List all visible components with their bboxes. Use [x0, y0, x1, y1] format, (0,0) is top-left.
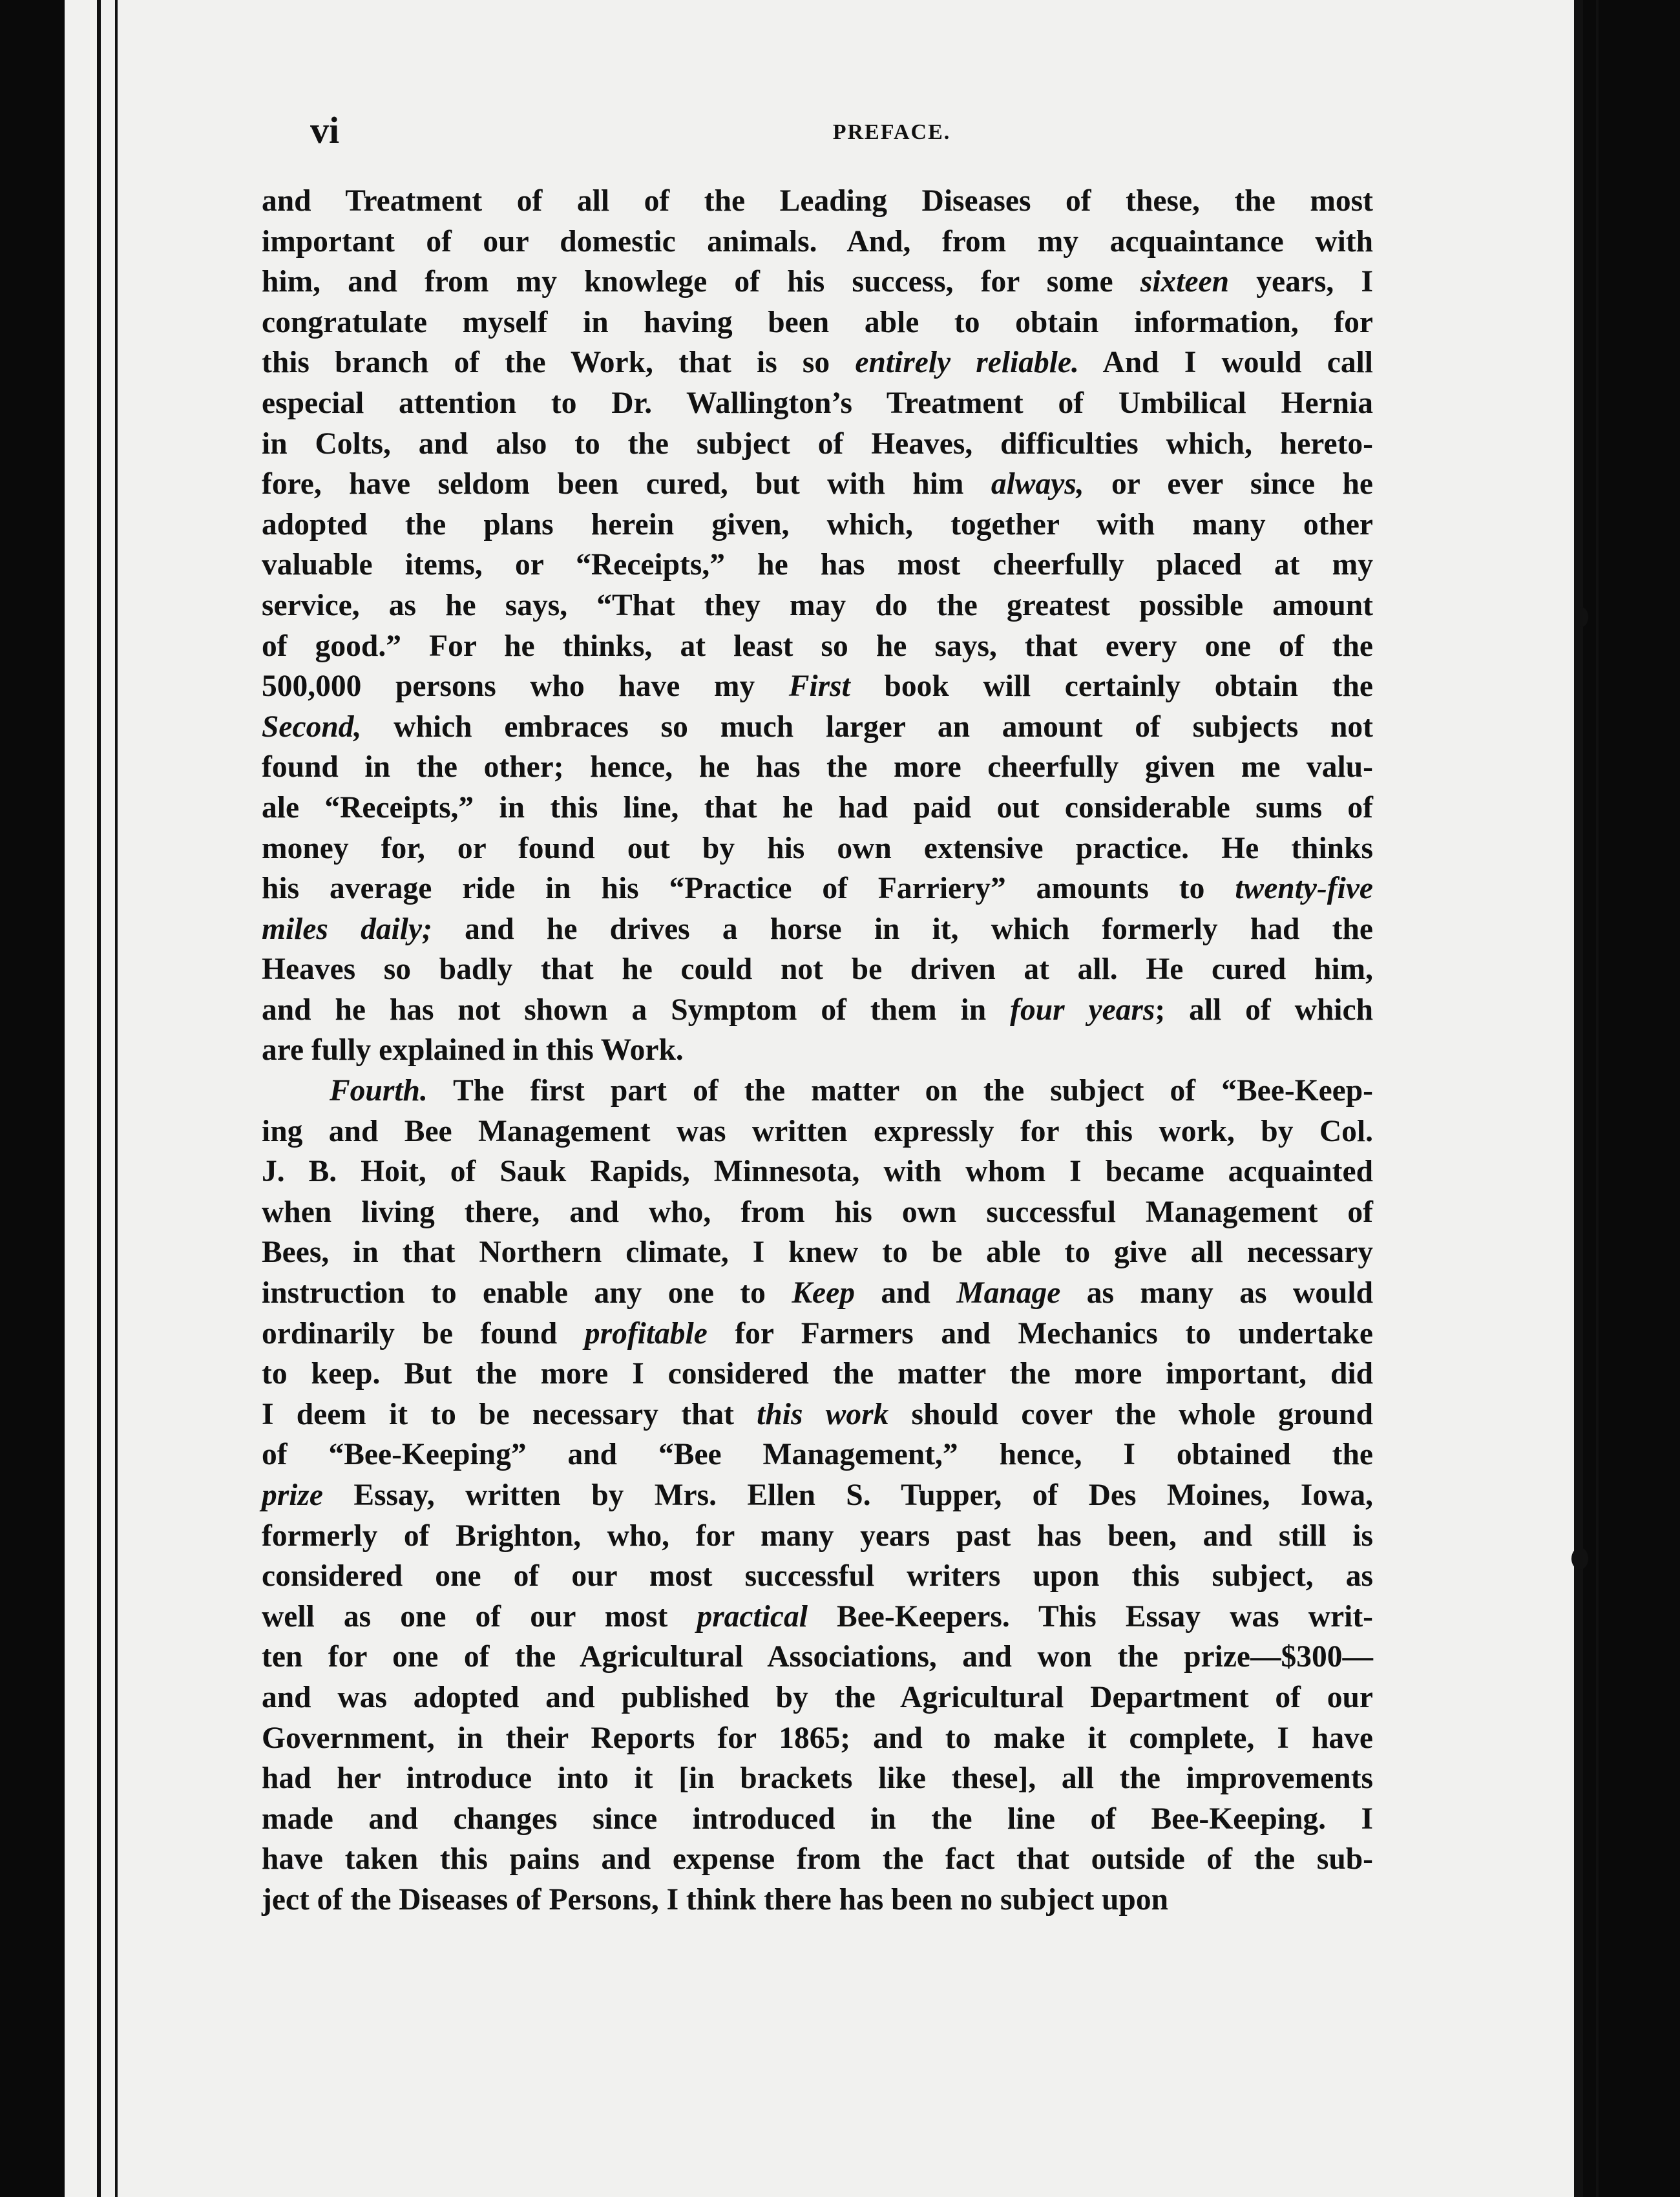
text-line	[262, 1192, 1373, 1233]
text-run: 500,000 persons who have my	[262, 669, 789, 704]
text-run: adopted the plans herein given, which, together with many other	[262, 507, 1373, 541]
text-line	[262, 626, 1373, 667]
text-run: important of our domestic animals. And, from my acquaintance with	[262, 224, 1373, 258]
text-line	[262, 262, 1373, 302]
text-line	[262, 747, 1373, 788]
text-run: which embraces so much larger an amount of subjects not	[361, 710, 1373, 744]
text-run: Government, in their Reports for 1865; and to make it complete, I have	[262, 1721, 1373, 1755]
italic-run: profitable	[584, 1316, 708, 1351]
text-run: and Treatment of all of the Leading Diseases of these, the most	[262, 184, 1373, 218]
text-line	[262, 868, 1373, 909]
text-run: of good.” For he thinks, at least so he says, that every one of the	[262, 629, 1373, 663]
text-line	[262, 1556, 1373, 1597]
text-line	[262, 424, 1373, 465]
italic-run: entirely reliable.	[855, 346, 1079, 380]
text-run: congratulate myself in having been able to obtain information, for	[262, 305, 1373, 339]
text-line	[262, 1071, 1373, 1111]
text-run: book will certainly obtain the	[850, 669, 1373, 704]
text-run: or ever since he	[1084, 467, 1373, 501]
text-line	[262, 302, 1373, 343]
italic-run: prize	[262, 1478, 323, 1512]
italic-run: Keep	[792, 1276, 855, 1310]
text-run: and was adopted and published by the Agricultural Department of our	[262, 1680, 1373, 1714]
text-line	[262, 1475, 1373, 1516]
ink-spot	[1574, 2042, 1583, 2054]
text-run: are fully explained in this Work.	[262, 1033, 684, 1067]
text-run: and he drives a horse in it, which formerly had the	[432, 912, 1373, 946]
text-line	[262, 505, 1373, 545]
text-run: valuable items, or “Receipts,” he has most cheerfully placed at my	[262, 548, 1373, 582]
text-line	[262, 1273, 1373, 1314]
text-line	[262, 949, 1373, 990]
text-line	[262, 666, 1373, 707]
text-run: ale “Receipts,” in this line, that he had paid out considerable sums of	[262, 790, 1373, 825]
text-line	[262, 1718, 1373, 1759]
text-run: ; all of which	[1155, 993, 1373, 1027]
text-run: when living there, and who, from his own successful Management of	[262, 1195, 1373, 1229]
ink-spot	[1575, 607, 1588, 627]
text-run: in Colts, and also to the subject of Heaves, difficulties which, hereto-	[262, 426, 1373, 461]
paragraph	[262, 1071, 1373, 1920]
italic-run: sixteen	[1140, 265, 1230, 299]
text-run: and he has not shown a Symptom of them in	[262, 993, 1011, 1027]
text-run: I deem it to be necessary that	[262, 1397, 757, 1431]
running-head: PREFACE.	[832, 120, 951, 144]
right-border-rule	[1574, 0, 1583, 2197]
text-line	[262, 1597, 1373, 1637]
text-run: Bee-Keepers. This Essay was writ-	[807, 1599, 1373, 1634]
text-run: found in the other; hence, he has the more cheerfully given me valu-	[262, 750, 1373, 784]
left-border-rule	[97, 0, 101, 2197]
italic-run: Fourth.	[330, 1074, 428, 1108]
ink-spot	[1571, 1548, 1588, 1570]
text-run: fore, have seldom been cured, but with him	[262, 467, 991, 501]
text-line	[262, 1030, 1373, 1071]
text-run: The first part of the matter on the subject of “Bee-Keep-	[427, 1074, 1373, 1108]
text-run: instruction to enable any one to	[262, 1276, 792, 1310]
text-line	[262, 707, 1373, 748]
paragraph	[262, 181, 1373, 1071]
text-line	[262, 990, 1373, 1031]
text-run: his average ride in his “Practice of Farriery” amounts to	[262, 872, 1235, 906]
text-line	[262, 545, 1373, 585]
page-number: vi	[310, 109, 340, 151]
right-border-rule-outer	[1596, 0, 1599, 2197]
text-run: as many as would	[1060, 1276, 1373, 1310]
text-run: Heaves so badly that he could not be driven at all. He cured him,	[262, 952, 1373, 987]
text-line	[262, 788, 1373, 828]
text-run: and	[854, 1276, 957, 1310]
text-line	[262, 1839, 1373, 1880]
text-run: to keep. But the more I considered the matter the more important, did	[262, 1357, 1373, 1391]
text-line	[262, 464, 1373, 505]
page-header	[310, 109, 1357, 160]
text-line	[262, 1799, 1373, 1840]
text-run: should cover the whole ground	[888, 1397, 1373, 1431]
text-line	[262, 1758, 1373, 1799]
text-line	[262, 342, 1373, 383]
text-line	[262, 1151, 1373, 1192]
italic-run: First	[788, 669, 850, 704]
text-line	[262, 1394, 1373, 1435]
text-line	[262, 1435, 1373, 1475]
text-line	[262, 1232, 1373, 1273]
text-run: Bees, in that Northern climate, I knew to be able to give all necessary	[262, 1235, 1373, 1270]
body-text	[262, 181, 1373, 1920]
text-run: formerly of Brighton, who, for many years past has been, and still is	[262, 1519, 1373, 1553]
italic-run: miles daily;	[262, 912, 432, 946]
text-run: J. B. Hoit, of Sauk Rapids, Minnesota, with whom I became acquainted	[262, 1155, 1373, 1189]
text-line	[262, 383, 1373, 424]
text-run: made and changes since introduced in the line of Bee-Keeping. I	[262, 1802, 1373, 1836]
text-run: Essay, written by Mrs. Ellen S. Tupper, of Des Moines, Iowa,	[323, 1478, 1373, 1512]
text-run: this branch of the Work, that is so	[262, 346, 856, 380]
text-run: considered one of our most successful writers upon this subject, as	[262, 1559, 1373, 1593]
text-line	[262, 1516, 1373, 1557]
text-run: ten for one of the Agricultural Associations, and won the prize—$300—	[262, 1640, 1373, 1674]
text-line	[262, 181, 1373, 222]
text-line	[262, 828, 1373, 869]
text-run: especial attention to Dr. Wallington’s Treatment of Umbilical Hernia	[262, 386, 1373, 420]
text-run: ject of the Diseases of Persons, I think there has been no subject upon	[262, 1882, 1169, 1917]
text-line	[262, 1637, 1373, 1677]
italic-run: Second,	[262, 710, 362, 744]
text-run: of “Bee-Keeping” and “Bee Management,” hence, I obtained the	[262, 1438, 1373, 1472]
text-run: ing and Bee Management was written expressly for this work, by Col.	[262, 1114, 1373, 1148]
text-run: money for, or found out by his own extensive practice. He thinks	[262, 831, 1373, 865]
text-run: well as one of our most	[262, 1599, 697, 1634]
text-line	[262, 1314, 1373, 1354]
text-line	[262, 1354, 1373, 1394]
left-border-rule-inner	[115, 0, 118, 2197]
text-line	[262, 222, 1373, 262]
italic-run: this work	[757, 1397, 889, 1431]
text-line	[262, 1880, 1373, 1920]
text-line	[262, 1677, 1373, 1718]
text-line	[262, 1111, 1373, 1152]
text-line	[262, 909, 1373, 950]
text-run: him, and from my knowlege of his success, for some	[262, 265, 1140, 299]
text-run: ordinarily be found	[262, 1316, 585, 1351]
text-run: service, as he says, “That they may do the greatest possible amount	[262, 588, 1373, 622]
italic-run: twenty-five	[1235, 872, 1373, 906]
italic-run: always,	[991, 467, 1084, 501]
text-run: had her introduce into it [in brackets like these], all the improvements	[262, 1761, 1373, 1796]
text-line	[262, 585, 1373, 626]
text-run: for Farmers and Mechanics to undertake	[707, 1316, 1373, 1351]
text-run: have taken this pains and expense from the fact that outside of the sub-	[262, 1842, 1373, 1876]
text-run: And I would call	[1078, 346, 1373, 380]
italic-run: four years	[1010, 993, 1155, 1027]
italic-run: practical	[697, 1599, 808, 1634]
italic-run: Manage	[956, 1276, 1061, 1310]
text-run: years, I	[1229, 265, 1373, 299]
